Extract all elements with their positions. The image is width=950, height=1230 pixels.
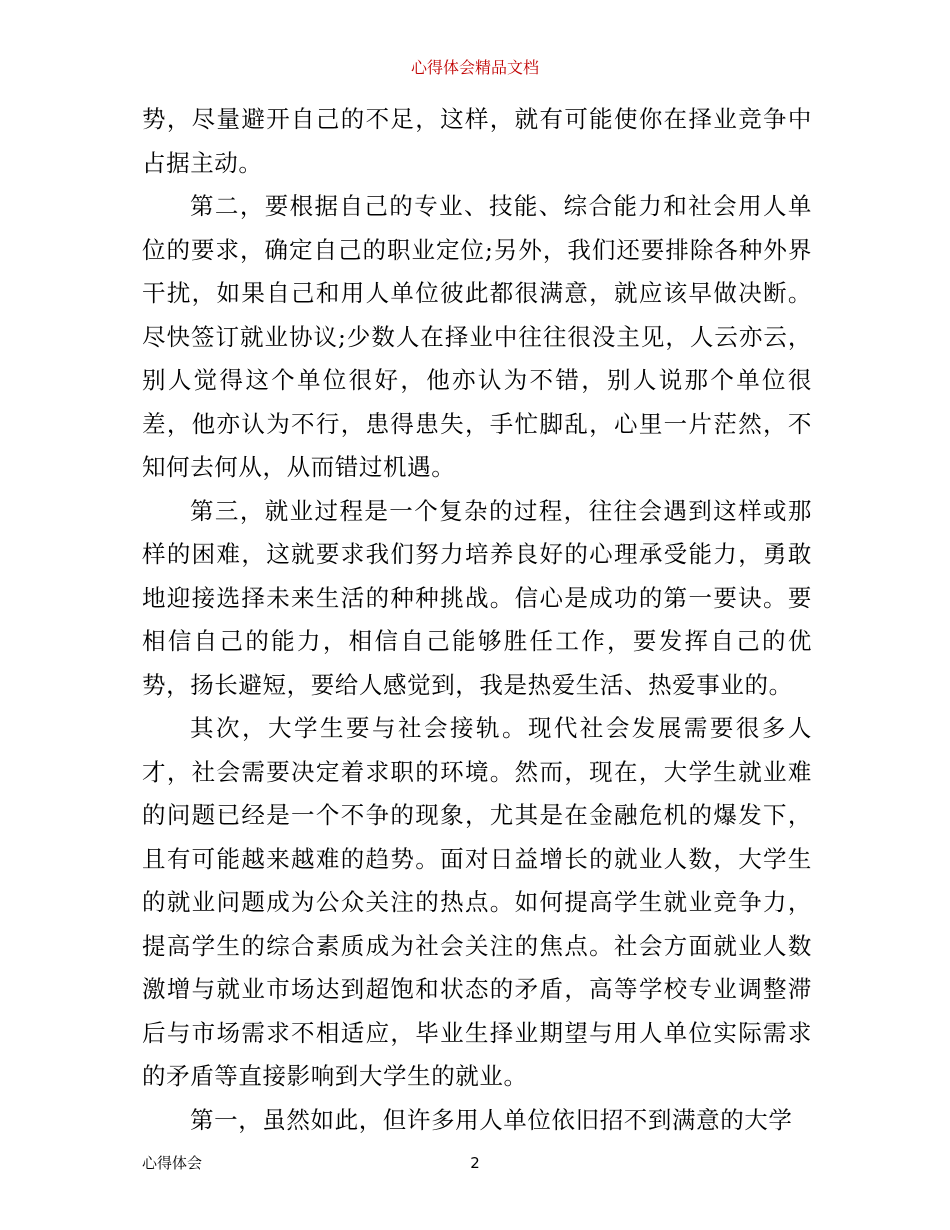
page-number: 2 bbox=[470, 1154, 480, 1172]
paragraph-continuation: 势，尽量避开自己的不足，这样，就有可能使你在择业竞争中占据主动。 bbox=[142, 105, 812, 177]
paragraph-second-point: 第二，要根据自己的专业、技能、综合能力和社会用人单位的要求，确定自己的职业定位;另外，我们还要排除各种外界干扰，如果自己和用人单位彼此都很满意，就应该早做决断。尽快签订就业协议;少数人在择业中往往很没主见，人云亦云，别人觉得这个单位很好，他亦认为不错，别人说那个单位很差，他亦认为不行，患得患失，手忙脚乱，心里一片茫然，不知何去何从，从而错过机遇。 bbox=[142, 192, 812, 481]
paragraph-third-point: 第三，就业过程是一个复杂的过程，往往会遇到这样或那样的困难，这就要求我们努力培养良好的心理承受能力，勇敢地迎接选择未来生活的种种挑战。信心是成功的第一要诀。要相信自己的能力，相信自己能够胜任工作，要发挥自己的优势，扬长避短，要给人感觉到，我是热爱生活、热爱事业的。 bbox=[142, 496, 812, 699]
document-body bbox=[142, 98, 812, 1142]
paragraph-first-point: 第一，虽然如此，但许多用人单位依旧招不到满意的大学 bbox=[190, 1105, 793, 1134]
paragraph-social-connection: 其次，大学生要与社会接轨。现代社会发展需要很多人才，社会需要决定着求职的环境。然而，现在，大学生就业难的问题已经是一个不争的现象，尤其是在金融危机的爆发下，且有可能越来越难的趋势。面对日益增长的就业人数，大学生的就业问题成为公众关注的热点。如何提高学生就业竞争力，提高学生的综合素质成为社会关注的焦点。社会方面就业人数激增与就业市场达到超饱和状态的矛盾，高等学校专业调整滞后与市场需求不相适应，毕业生择业期望与用人单位实际需求的矛盾等直接影响到大学生的就业。 bbox=[142, 714, 812, 1090]
footer-label: 心得体会 bbox=[142, 1154, 203, 1172]
page-header-title: 心得体会精品文档 bbox=[410, 58, 539, 77]
